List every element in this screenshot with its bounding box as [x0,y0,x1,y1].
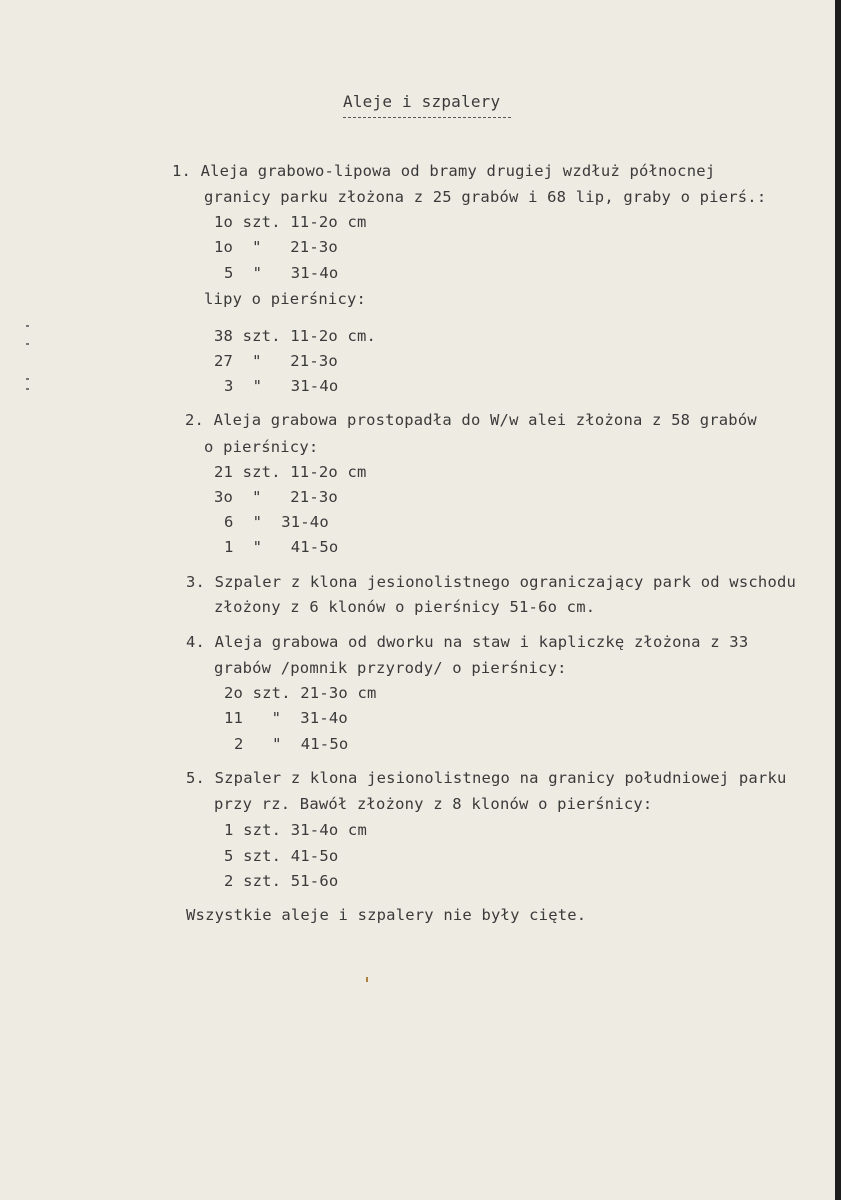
margin-mark [26,343,29,345]
item-4-line-2: grabów /pomnik przyrody/ o pierśnicy: [214,659,567,677]
item-1-measure-3: 5 " 31-4o [224,264,339,282]
item-5-measure-3: 2 szt. 51-6o [224,872,339,890]
item-3-line-2: złożony z 6 klonów o pierśnicy 51-6o cm. [214,598,596,616]
page-edge [835,0,841,1200]
margin-mark [26,325,29,327]
item-4-measure-2: 11 " 31-4o [224,709,348,727]
item-1-line-2: granicy parku złożona z 25 grabów i 68 lip, graby o pierś.: [204,188,767,206]
item-5-measure-1: 1 szt. 31-4o cm [224,821,367,839]
item-1-measure-2: 1o " 21-3o [214,238,338,256]
item-1-measure-1: 1o szt. 11-2o cm [214,213,367,231]
title-underline [343,117,511,118]
item-4-line-1: 4. Aleja grabowa od dworku na staw i kapliczkę złożona z 33 [186,633,749,651]
item-2-measure-1: 21 szt. 11-2o cm [214,463,367,481]
item-2-line-2: o pierśnicy: [204,438,319,456]
document-title: Aleje i szpalery [343,92,501,111]
item-5-line-1: 5. Szpaler z klona jesionolistnego na granicy południowej parku [186,769,787,787]
item-1-line-lipy: lipy o pierśnicy: [204,290,367,308]
item-4-measure-1: 2o szt. 21-3o cm [224,684,377,702]
item-2-measure-4: 1 " 41-5o [224,538,339,556]
item-1-line-1: 1. Aleja grabowo-lipowa od bramy drugiej wzdłuż północnej [172,162,716,180]
item-1-measure-6: 3 " 31-4o [224,377,339,395]
margin-mark [26,378,29,380]
ink-speck [366,977,368,982]
item-5-line-2: przy rz. Bawół złożony z 8 klonów o pierśnicy: [214,795,653,813]
closing-note: Wszystkie aleje i szpalery nie były cięte. [186,906,587,924]
item-2-line-1: 2. Aleja grabowa prostopadła do W/w alei złożona z 58 grabów [185,411,757,429]
item-2-measure-3: 6 " 31-4o [224,513,329,531]
item-5-measure-2: 5 szt. 41-5o [224,847,339,865]
item-3-line-1: 3. Szpaler z klona jesionolistnego ograniczający park od wschodu [186,573,797,591]
margin-mark [26,388,29,390]
item-1-measure-4: 38 szt. 11-2o cm. [214,327,377,345]
item-2-measure-2: 3o " 21-3o [214,488,338,506]
item-4-measure-3: 2 " 41-5o [234,735,349,753]
item-1-measure-5: 27 " 21-3o [214,352,338,370]
